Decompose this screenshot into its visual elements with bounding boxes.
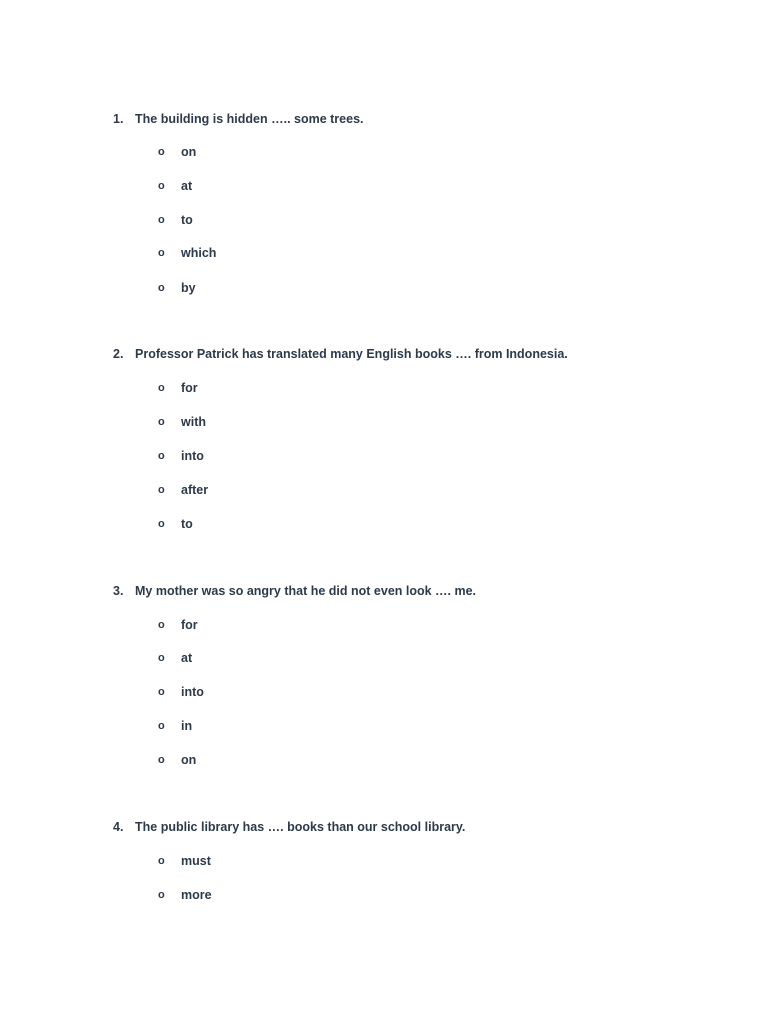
option-item[interactable] [0, 482, 768, 498]
option-text: which [181, 246, 217, 260]
option-text: in [181, 719, 193, 733]
question-text: Professor Patrick has translated many English books …. from Indonesia. [135, 347, 568, 361]
option-text: into [181, 449, 204, 463]
question-text: The building is hidden ….. some trees. [135, 112, 364, 126]
option-item[interactable] [0, 178, 768, 194]
option-item[interactable] [0, 718, 768, 734]
option-bullet-icon: o [158, 686, 165, 698]
option-text: more [181, 888, 212, 902]
option-bullet-icon: o [158, 180, 165, 192]
option-bullet-icon: o [158, 484, 165, 496]
question-text-line [113, 346, 568, 362]
question-number: 2. [113, 347, 124, 361]
option-item[interactable] [0, 887, 768, 903]
option-text: into [181, 685, 204, 699]
option-item[interactable] [0, 684, 768, 700]
option-bullet-icon: o [158, 282, 165, 294]
option-text: with [181, 415, 206, 429]
option-text: to [181, 213, 193, 227]
option-bullet-icon: o [158, 382, 165, 394]
question-text: My mother was so angry that he did not even look …. me. [135, 584, 477, 598]
option-item[interactable] [0, 380, 768, 396]
option-text: to [181, 517, 193, 531]
option-bullet-icon: o [158, 754, 165, 766]
option-bullet-icon: o [158, 416, 165, 428]
option-text: at [181, 651, 193, 665]
option-bullet-icon: o [158, 619, 165, 631]
option-text: on [181, 145, 197, 159]
option-bullet-icon: o [158, 518, 165, 530]
option-text: for [181, 381, 198, 395]
option-bullet-icon: o [158, 720, 165, 732]
option-item[interactable] [0, 650, 768, 666]
option-item[interactable] [0, 752, 768, 768]
option-item[interactable] [0, 414, 768, 430]
option-bullet-icon: o [158, 889, 165, 901]
option-item[interactable] [0, 212, 768, 228]
option-item[interactable] [0, 144, 768, 160]
option-item[interactable] [0, 853, 768, 869]
option-text: after [181, 483, 209, 497]
option-item[interactable] [0, 280, 768, 296]
question-number: 3. [113, 584, 124, 598]
option-bullet-icon: o [158, 247, 165, 259]
option-bullet-icon: o [158, 652, 165, 664]
option-text: for [181, 618, 198, 632]
option-bullet-icon: o [158, 146, 165, 158]
option-text: on [181, 753, 197, 767]
option-bullet-icon: o [158, 450, 165, 462]
option-text: at [181, 179, 193, 193]
option-bullet-icon: o [158, 214, 165, 226]
option-item[interactable] [0, 448, 768, 464]
question-text-line [113, 111, 364, 127]
question-text-line [113, 583, 476, 599]
question-number: 4. [113, 820, 124, 834]
option-text: by [181, 281, 196, 295]
option-item[interactable] [0, 245, 768, 261]
option-text: must [181, 854, 211, 868]
option-item[interactable] [0, 516, 768, 532]
option-bullet-icon: o [158, 855, 165, 867]
question-text-line [113, 819, 465, 835]
question-number: 1. [113, 112, 124, 126]
option-item[interactable] [0, 617, 768, 633]
question-text: The public library has …. books than our school library. [135, 820, 466, 834]
